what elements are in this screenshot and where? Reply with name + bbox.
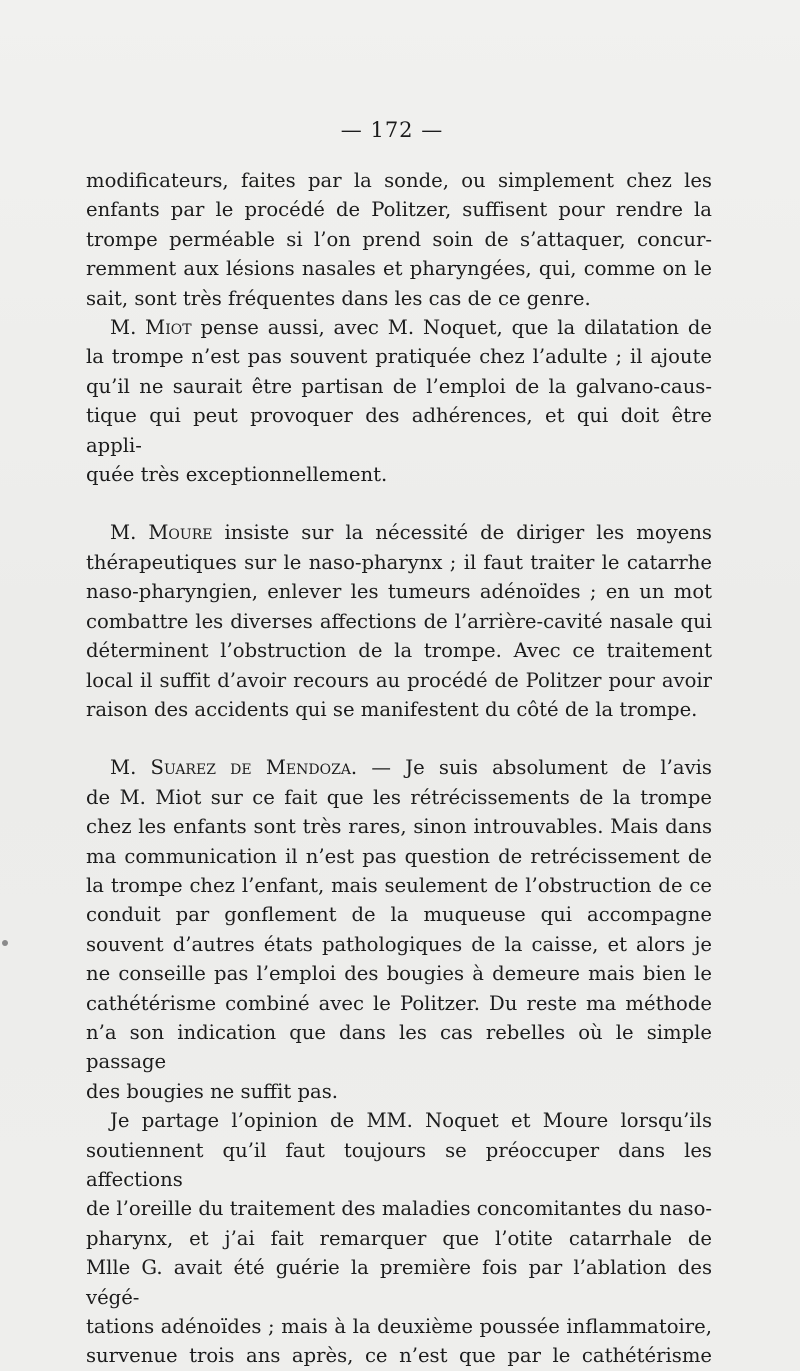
paragraph-5-cont: [86, 1136, 712, 1371]
speaker-name: M. Miot: [110, 316, 192, 340]
text-line: local il suffit d’avoir recours au procédé de Politzer pour avoir: [86, 668, 712, 692]
text-line: chez les enfants sont très rares, sinon introuvables. Mais dans: [86, 815, 712, 839]
text-line: déterminent l’obstruction de la trompe. Avec ce traitement: [86, 639, 712, 663]
text-line: survenue trois ans après, ce n’est que par le cathétérisme: [86, 1344, 712, 1368]
text-line: soutiennent qu’il faut toujours se préoccuper dans les affections: [86, 1138, 712, 1191]
text-line: enfants par le procédé de Politzer, suffisent pour rendre la: [86, 198, 712, 222]
paragraph-gap: [86, 489, 712, 518]
text-line: Mlle G. avait été guérie la première fois par l’ablation des végé-: [86, 1256, 712, 1309]
text-line: la trompe n’est pas souvent pratiquée chez l’adulte ; il ajoute: [86, 345, 712, 369]
paragraph-4: [86, 753, 712, 782]
text-line: naso-pharyngien, enlever les tumeurs adénoïdes ; en un mot: [86, 580, 712, 604]
text-line: [110, 753, 712, 782]
text-line: qu’il ne saurait être partisan de l’emploi de la galvano-caus-: [86, 374, 712, 398]
paragraph-2: [86, 313, 712, 342]
text-line: de l’oreille du traitement des maladies concomitantes du naso-: [86, 1197, 712, 1221]
scan-mark: [2, 940, 8, 946]
text-line: conduit par gonflement de la muqueuse qui accompagne: [86, 903, 712, 927]
text-line-rest: pense aussi, avec M. Noquet, que la dilatation de: [191, 316, 712, 340]
text-line: trompe perméable si l’on prend soin de s’attaquer, concur-: [86, 227, 712, 251]
text-line: tations adénoïdes ; mais à la deuxième poussée inflammatoire,: [86, 1315, 712, 1339]
paragraph-1: [86, 166, 712, 313]
text-line: cathétérisme combiné avec le Politzer. Du reste ma méthode: [86, 991, 712, 1015]
text-line: raison des accidents qui se manifestent du côté de la trompe.: [86, 697, 698, 721]
text-line: ne conseille pas l’emploi des bougies à demeure mais bien le: [86, 962, 712, 986]
text-line: ma communication il n’est pas question de retrécissement de: [86, 844, 712, 868]
text-line: des bougies ne suffit pas.: [86, 1079, 338, 1103]
text-line: [110, 518, 712, 547]
paragraph-gap: [86, 724, 712, 753]
text-line-rest: — Je suis absolument de l’avis: [357, 756, 712, 780]
text-line: la trompe chez l’enfant, mais seulement de l’obstruction de ce: [86, 873, 712, 897]
text-line: Je partage l’opinion de MM. Noquet et Moure lorsqu’ils: [110, 1109, 712, 1133]
page-number: — 172 —: [340, 118, 444, 142]
text-line: [110, 313, 712, 342]
text-line: pharynx, et j’ai fait remarquer que l’otite catarrhale de: [86, 1226, 712, 1250]
text-line: souvent d’autres états pathologiques de la caisse, et alors je: [86, 932, 712, 956]
text-line: thérapeutiques sur le naso-pharynx ; il faut traiter le catarrhe: [86, 550, 712, 574]
text-line: combattre les diverses affections de l’arrière-cavité nasale qui: [86, 609, 712, 633]
speaker-name: M. Moure: [110, 521, 213, 545]
paragraph-5: [86, 1106, 712, 1135]
text-line-rest: insiste sur la nécessité de diriger les moyens: [212, 521, 712, 545]
text-line: n’a son indication que dans les cas rebelles où le simple passage: [86, 1020, 712, 1074]
paragraph-4-cont: [86, 783, 712, 1106]
text-line: modificateurs, faites par la sonde, ou simplement chez les: [86, 169, 712, 192]
text-line: sait, sont très fréquentes dans les cas de ce genre.: [86, 286, 591, 310]
text-line: de M. Miot sur ce fait que les rétrécissements de la trompe: [86, 785, 712, 809]
body-text: [86, 166, 712, 1371]
text-line: quée très exceptionnellement.: [86, 463, 388, 487]
text-line: remment aux lésions nasales et pharyngées, qui, comme on le: [86, 257, 712, 281]
paragraph-2-cont: [86, 342, 712, 489]
text-line: tique qui peut provoquer des adhérences, et qui doit être appli-: [86, 404, 712, 457]
paragraph-3-cont: [86, 548, 712, 724]
paragraph-3: [86, 518, 712, 547]
speaker-name: M. Suarez de Mendoza.: [110, 756, 358, 780]
